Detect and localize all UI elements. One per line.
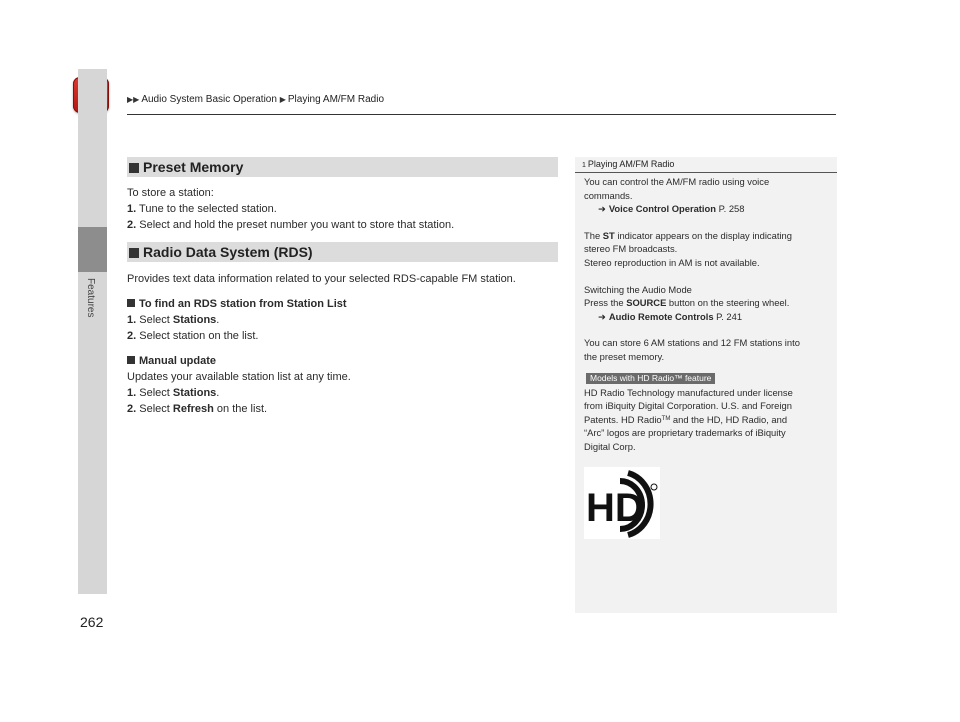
manual-step: 1. Select Stations. [127, 387, 220, 399]
manual-intro: Updates your available station list at any time. [127, 371, 351, 383]
square-bullet-icon [127, 356, 135, 364]
subheading-find-rds: To find an RDS station from Station List [127, 296, 558, 312]
hd-radio-logo [584, 467, 660, 539]
sidebar-note [575, 157, 837, 613]
main-content [127, 157, 558, 417]
subheading-manual-update: Manual update [127, 353, 558, 369]
side-tab [78, 69, 107, 594]
preset-step: 2. Select and hold the preset number you want to store that station. [127, 219, 455, 231]
preset-step: 1. Tune to the selected station. [127, 203, 277, 215]
breadcrumb-arrow-icon: ▶ [279, 95, 286, 104]
breadcrumb-item[interactable]: Audio System Basic Operation [141, 94, 277, 105]
page-number: 262 [80, 614, 104, 630]
side-tab-label[interactable]: Features [85, 278, 96, 318]
breadcrumb-item[interactable]: Playing AM/FM Radio [287, 94, 385, 105]
sidebar-body: You can control the AM/FM radio using voice commands. ➜ Voice Control Operation P. 258 The ST indicator appears on the display indicating stereo FM broadcasts. Stereo reproduction in AM is not available. Switching the Audio Mode Press the SOURCE button on the steering wheel. ➜ Audio Remote Controls P. 241 You can store 6 AM stations and 12 FM stations into the preset memory. Models with HD Radio™ feature HD Radio Technology manufactured under license from iBiquity Digital Corporation. U.S. and Foreign Patents. HD Radio™ and the HD, HD Radio, and “Arc” logos are proprietary trademarks of iBiquity Digital Corp. [584, 175, 834, 454]
note-number: 1 [582, 162, 586, 169]
square-bullet-icon [129, 248, 139, 258]
svg-text:HD: HD [586, 486, 644, 530]
square-bullet-icon [127, 299, 135, 307]
breadcrumb-arrow-icon: ▶▶ [127, 95, 140, 104]
model-badge: Models with HD Radio™ feature [586, 373, 715, 384]
find-step: 1. Select Stations. [127, 314, 220, 326]
xref-arrow-icon: ➜ [598, 203, 606, 215]
xref-voice-control[interactable]: ➜ Voice Control Operation P. 258 [598, 203, 745, 215]
preset-intro: To store a station: [127, 187, 214, 199]
header-rule [127, 114, 836, 115]
find-step: 2. Select station on the list. [127, 330, 259, 342]
xref-audio-remote[interactable]: ➜ Audio Remote Controls P. 241 [598, 310, 743, 322]
section-heading-preset: Preset Memory [127, 157, 558, 177]
section-heading-rds: Radio Data System (RDS) [127, 242, 558, 262]
side-tab-active-marker [78, 227, 107, 272]
sidebar-rule [575, 172, 837, 173]
square-bullet-icon [129, 163, 139, 173]
rds-intro: Provides text data information related to your selected RDS-capable FM station. [127, 273, 516, 285]
breadcrumb [127, 94, 384, 105]
xref-arrow-icon: ➜ [598, 310, 606, 322]
manual-step: 2. Select Refresh on the list. [127, 403, 268, 415]
sidebar-title: 1 Playing AM/FM Radio [582, 159, 675, 169]
